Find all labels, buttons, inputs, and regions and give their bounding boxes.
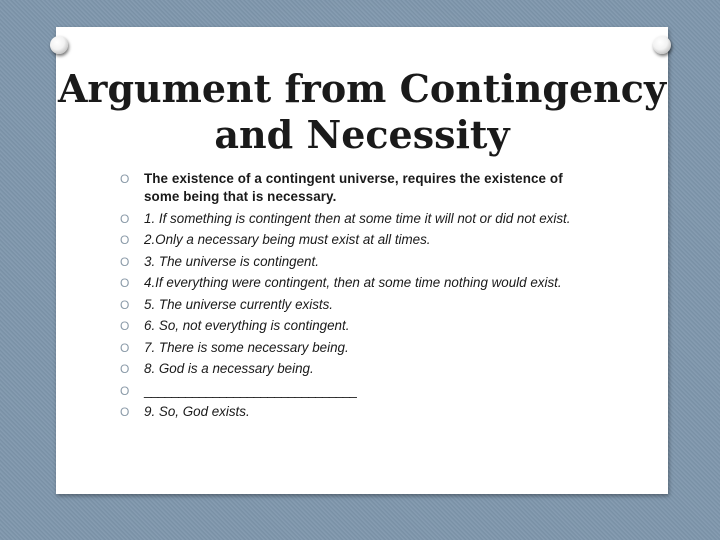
bullet-text: The existence of a contingent universe, requires the existence of some being that is necessary. bbox=[144, 171, 563, 204]
bullet-item bbox=[120, 210, 600, 228]
bullet-icon: O bbox=[120, 340, 130, 355]
bullet-text: 4.If everything were contingent, then at some time nothing would exist. bbox=[144, 275, 562, 290]
bullet-item bbox=[120, 382, 600, 400]
bullet-item bbox=[120, 317, 600, 335]
bullet-text: 2.Only a necessary being must exist at all times. bbox=[144, 232, 431, 247]
pushpin-icon bbox=[653, 36, 671, 54]
bullet-icon: O bbox=[120, 297, 130, 312]
bullet-icon: O bbox=[120, 254, 130, 269]
bullet-text: 6. So, not everything is contingent. bbox=[144, 318, 350, 333]
bullet-icon: O bbox=[120, 233, 130, 247]
bullet-icon: O bbox=[120, 383, 130, 398]
pushpin-icon bbox=[50, 36, 68, 54]
bullet-item bbox=[120, 170, 600, 206]
bullet-icon: O bbox=[120, 405, 130, 419]
bullet-item bbox=[120, 274, 600, 292]
bullet-item bbox=[120, 253, 600, 271]
bullet-icon: O bbox=[120, 276, 130, 290]
bullet-text: 5. The universe currently exists. bbox=[144, 296, 334, 312]
bullet-item bbox=[120, 403, 600, 421]
slide-title-line: and Necessity bbox=[214, 112, 510, 157]
bullet-text: 1. If something is contingent then at some time it will not or did not exist. bbox=[144, 210, 571, 226]
bullet-icon: O bbox=[120, 362, 130, 376]
bullet-item bbox=[120, 360, 600, 378]
separator-line: _______________________________ bbox=[144, 382, 357, 398]
bullet-text: 8. God is a necessary being. bbox=[144, 361, 314, 376]
bullet-text: 7. There is some necessary being. bbox=[144, 339, 349, 355]
bullet-item bbox=[120, 231, 600, 249]
bullet-text: 9. So, God exists. bbox=[144, 404, 250, 419]
bullet-icon: O bbox=[120, 319, 130, 333]
bullet-item bbox=[120, 296, 600, 314]
slide-title bbox=[56, 66, 668, 158]
bullet-icon: O bbox=[120, 172, 130, 186]
slide-title-line: Argument from Contingency bbox=[57, 66, 667, 111]
bullet-item bbox=[120, 339, 600, 357]
bullet-list bbox=[120, 170, 600, 425]
bullet-text: 3. The universe is contingent. bbox=[144, 253, 319, 269]
bullet-icon: O bbox=[120, 211, 130, 226]
